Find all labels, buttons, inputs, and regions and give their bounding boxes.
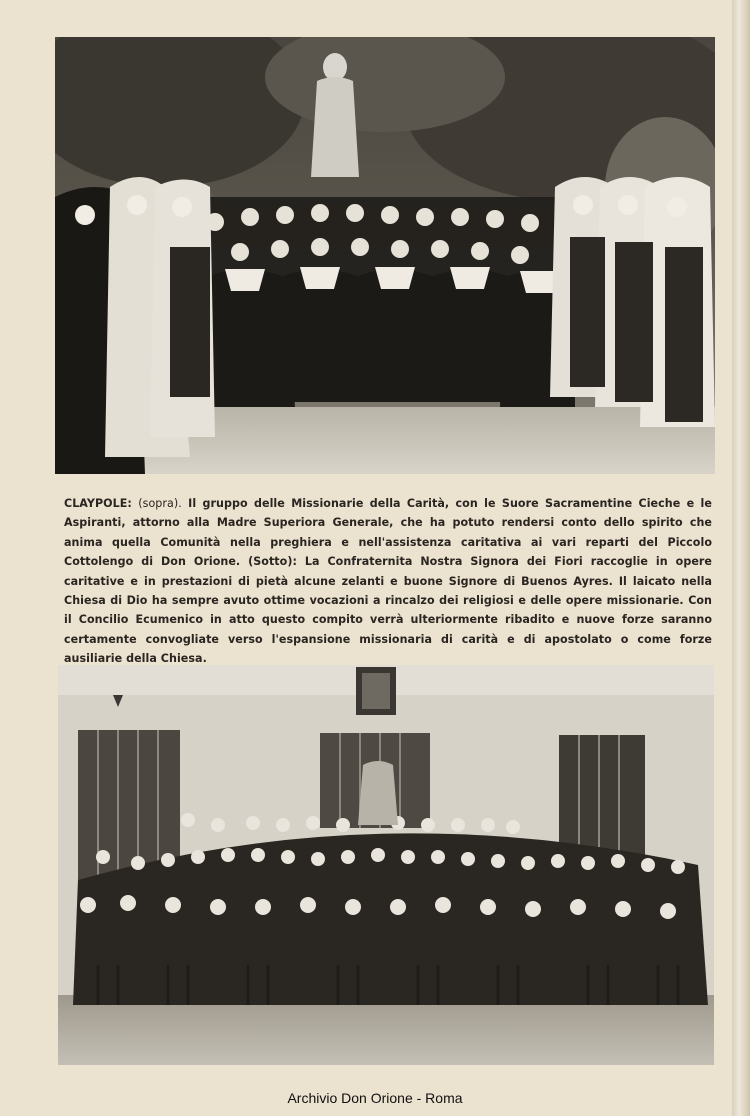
photo-caption [64, 494, 712, 669]
photo-confraternity-group [58, 665, 714, 1065]
caption-sopra: (sopra). [138, 497, 182, 510]
page-edge [732, 0, 750, 1116]
caption-text: Il gruppo delle Missionarie della Carità, con le Suore Sacramentine Cieche e le Aspiranti, attorno alla Madre Superiora Generale, che ha potuto rendersi conto dello spirito che anima quella Comunità nella preghiera e nell'assistenza caritativa ai vari reparti del Piccolo Cottolengo di Don Orione. (Sotto): La Confraternita Nostra Signora dei Fiori raccoglie in opere caritative e in prestazioni di pietà alcune zelanti e buone Signore di Buenos Ayres. Il laicato nella Chiesa di Dio ha sempre avuto ottime vocazioni a rincalzo dei religiosi e delle opere missionarie. Con il Concilio Ecumenico in atto questo compito verrà ulteriormente ribadito e nuove forze saranno certamente convogliate verso l'espansione missionaria di carità e di apostolato o come forze ausiliarie della Chiesa. [64, 497, 712, 666]
caption-place: CLAYPOLE: [64, 497, 132, 510]
photo-confraternity-group-image [58, 665, 714, 1065]
photo-sisters-group [55, 37, 715, 474]
archive-footer: Archivio Don Orione - Roma [287, 1090, 463, 1106]
photo-sisters-group-image [55, 37, 715, 474]
